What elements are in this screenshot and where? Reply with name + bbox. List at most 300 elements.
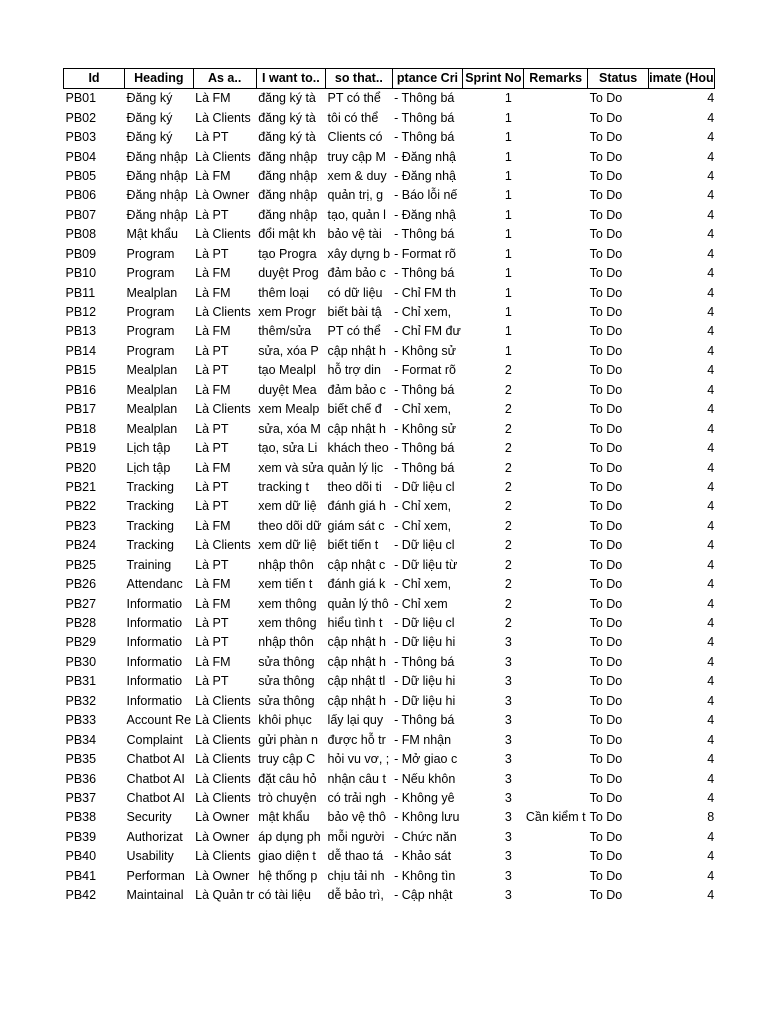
cell-remarks (524, 264, 588, 283)
cell-heading: Lịch tập (126, 441, 171, 456)
cell-remarks (524, 303, 588, 322)
cell-heading: Program (126, 266, 175, 281)
cell-status: To Do (589, 188, 623, 203)
cell-remarks (524, 225, 588, 244)
cell-id: PB32 (65, 693, 97, 708)
header-so-that: so that.. (326, 69, 393, 89)
cell-remarks (524, 167, 588, 186)
cell-remarks (524, 828, 588, 847)
cell-status: To Do (589, 810, 623, 825)
cell-id: PB31 (65, 674, 97, 689)
cell-so-that: khách theo (327, 441, 389, 456)
table-row (64, 769, 715, 788)
cell-acceptance-criteria: - Cập nhật (394, 888, 453, 903)
cell-heading: Authorizat (126, 829, 183, 844)
table-row (64, 206, 715, 225)
table-row (64, 789, 715, 808)
cell-remarks (524, 633, 588, 652)
header-acceptance-criteria: ptance Cri (392, 69, 463, 89)
cell-so-that: xây dựng b (327, 246, 391, 261)
table-row (64, 517, 715, 536)
cell-as-a: Là FM (195, 324, 231, 339)
cell-i-want-to: theo dõi dữ (258, 518, 322, 533)
cell-estimate: 4 (707, 596, 715, 611)
cell-id: PB41 (65, 868, 97, 883)
cell-id: PB38 (65, 810, 97, 825)
cell-i-want-to: xem thông (258, 596, 317, 611)
cell-remarks (524, 711, 588, 730)
cell-sprint-no: 1 (504, 324, 512, 339)
cell-id: PB24 (65, 538, 97, 553)
cell-i-want-to: thêm/sửa (258, 324, 312, 339)
cell-estimate: 4 (707, 635, 715, 650)
cell-acceptance-criteria: - Khảo sát (394, 849, 452, 864)
cell-as-a: Là Clients (195, 771, 251, 786)
cell-status: To Do (589, 460, 623, 475)
cell-estimate: 4 (707, 752, 715, 767)
cell-acceptance-criteria: - Thông bá (394, 713, 455, 728)
cell-sprint-no: 3 (504, 790, 512, 805)
cell-id: PB33 (65, 713, 97, 728)
cell-id: PB42 (65, 888, 97, 903)
cell-so-that: cập nhật c (327, 557, 386, 572)
cell-estimate: 4 (707, 479, 715, 494)
cell-acceptance-criteria: - Không yê (394, 790, 455, 805)
cell-i-want-to: tạo, sửa Li (258, 441, 318, 456)
cell-as-a: Là Clients (195, 402, 251, 417)
cell-remarks (524, 867, 588, 886)
cell-estimate: 4 (707, 91, 715, 106)
cell-remarks (524, 361, 588, 380)
cell-sprint-no: 2 (504, 460, 512, 475)
cell-status: To Do (589, 557, 623, 572)
cell-remarks (524, 886, 588, 905)
cell-so-that: bảo vệ thô (327, 810, 386, 825)
cell-id: PB08 (65, 227, 97, 242)
cell-as-a: Là Clients (195, 849, 251, 864)
cell-so-that: xem & duy (327, 168, 387, 183)
cell-estimate: 4 (707, 207, 715, 222)
cell-acceptance-criteria: - Không tìn (394, 868, 456, 883)
cell-so-that: đảm bảo c (327, 266, 386, 281)
cell-id: PB20 (65, 460, 97, 475)
cell-heading: Account Re (126, 713, 192, 728)
cell-acceptance-criteria: - Không sử (394, 421, 456, 436)
cell-i-want-to: hệ thống p (258, 868, 318, 883)
cell-status: To Do (589, 441, 623, 456)
cell-acceptance-criteria: - Dữ liệu từ (394, 557, 458, 572)
cell-so-that: có trải ngh (327, 790, 386, 805)
cell-estimate: 4 (707, 246, 715, 261)
cell-remarks (524, 186, 588, 205)
cell-id: PB18 (65, 421, 97, 436)
cell-as-a: Là FM (195, 382, 231, 397)
cell-remarks (524, 458, 588, 477)
table-row (64, 808, 715, 827)
cell-estimate: 4 (707, 382, 715, 397)
cell-status: To Do (589, 596, 623, 611)
cell-acceptance-criteria: - Thông bá (394, 227, 455, 242)
cell-so-that: truy cập M (327, 149, 386, 164)
cell-id: PB29 (65, 635, 97, 650)
cell-status: To Do (589, 888, 623, 903)
cell-id: PB30 (65, 654, 97, 669)
cell-as-a: Là Owner (195, 810, 250, 825)
header-remarks: Remarks (524, 69, 588, 89)
cell-sprint-no: 1 (504, 91, 512, 106)
cell-heading: Security (126, 810, 172, 825)
cell-acceptance-criteria: - Chỉ xem, (394, 499, 452, 514)
cell-estimate: 4 (707, 421, 715, 436)
cell-estimate: 4 (707, 285, 715, 300)
cell-remarks (524, 419, 588, 438)
table-row (64, 672, 715, 691)
cell-as-a: Là Owner (195, 868, 250, 883)
cell-heading: Đăng nhập (126, 168, 188, 183)
header-heading: Heading (125, 69, 194, 89)
cell-status: To Do (589, 285, 623, 300)
cell-estimate: 4 (707, 305, 715, 320)
cell-remarks (524, 653, 588, 672)
cell-heading: Informatio (126, 596, 183, 611)
cell-estimate: 4 (707, 460, 715, 475)
cell-status: To Do (589, 713, 623, 728)
cell-i-want-to: sửa thông (258, 674, 315, 689)
cell-i-want-to: đăng nhập (258, 168, 318, 183)
cell-i-want-to: xem Progr (258, 305, 316, 320)
cell-as-a: Là PT (195, 616, 229, 631)
cell-status: To Do (589, 732, 623, 747)
table-row (64, 361, 715, 380)
cell-as-a: Là PT (195, 130, 229, 145)
cell-heading: Complaint (126, 732, 183, 747)
cell-acceptance-criteria: - Chỉ FM th (394, 285, 456, 300)
cell-status: To Do (589, 305, 623, 320)
cell-status: To Do (589, 227, 623, 242)
cell-remarks (524, 692, 588, 711)
cell-status: To Do (589, 868, 623, 883)
table-row (64, 614, 715, 633)
cell-remarks (524, 730, 588, 749)
cell-remarks (524, 128, 588, 147)
cell-sprint-no: 3 (504, 849, 512, 864)
cell-so-that: hỏi vu vơ, ; (327, 752, 390, 767)
cell-as-a: Là PT (195, 343, 229, 358)
cell-as-a: Là Owner (195, 829, 250, 844)
cell-sprint-no: 1 (504, 343, 512, 358)
cell-estimate: 4 (707, 149, 715, 164)
cell-as-a: Là Clients (195, 538, 251, 553)
cell-remarks (524, 847, 588, 866)
cell-so-that: giám sát c (327, 518, 385, 533)
table-row (64, 419, 715, 438)
cell-as-a: Là FM (195, 518, 231, 533)
cell-acceptance-criteria: - Đăng nhậ (394, 207, 456, 222)
cell-sprint-no: 3 (504, 771, 512, 786)
cell-sprint-no: 3 (504, 654, 512, 669)
header-status: Status (588, 69, 649, 89)
cell-as-a: Là FM (195, 168, 231, 183)
cell-sprint-no: 2 (504, 402, 512, 417)
cell-heading: Đăng nhập (126, 149, 188, 164)
cell-sprint-no: 1 (504, 285, 512, 300)
cell-as-a: Là Clients (195, 752, 251, 767)
cell-so-that: PT có thể (327, 324, 381, 339)
cell-heading: Program (126, 305, 175, 320)
cell-so-that: có dữ liệu (327, 285, 383, 300)
cell-estimate: 4 (707, 324, 715, 339)
cell-status: To Do (589, 402, 623, 417)
header-estimate: imate (Hou (649, 69, 715, 89)
cell-status: To Do (589, 499, 623, 514)
cell-so-that: theo dõi ti (327, 479, 382, 494)
cell-heading: Training (126, 557, 172, 572)
cell-so-that: biết bài tậ (327, 305, 382, 320)
cell-id: PB02 (65, 110, 97, 125)
cell-id: PB11 (65, 285, 96, 300)
cell-sprint-no: 2 (504, 441, 512, 456)
cell-sprint-no: 1 (504, 110, 512, 125)
cell-remarks (524, 400, 588, 419)
table-row (64, 225, 715, 244)
cell-remarks (524, 614, 588, 633)
cell-estimate: 4 (707, 868, 715, 883)
cell-remarks (524, 206, 588, 225)
cell-so-that: chịu tải nh (327, 868, 385, 883)
cell-status: To Do (589, 207, 623, 222)
cell-i-want-to: đổi mật kh (258, 227, 316, 242)
cell-sprint-no: 1 (504, 207, 512, 222)
cell-heading: Program (126, 246, 175, 261)
table-row (64, 828, 715, 847)
cell-heading: Performan (126, 868, 185, 883)
cell-remarks (524, 439, 588, 458)
cell-estimate: 4 (707, 188, 715, 203)
table-row (64, 750, 715, 769)
cell-acceptance-criteria: - Format rõ (394, 363, 456, 378)
cell-id: PB22 (65, 499, 97, 514)
cell-status: To Do (589, 752, 623, 767)
cell-i-want-to: xem dữ liệ (258, 499, 317, 514)
cell-id: PB34 (65, 732, 97, 747)
cell-id: PB10 (65, 266, 97, 281)
cell-sprint-no: 1 (504, 130, 512, 145)
cell-as-a: Là Clients (195, 693, 251, 708)
cell-i-want-to: có tài liệu (258, 888, 312, 903)
table-row (64, 283, 715, 302)
cell-i-want-to: xem Mealp (258, 402, 320, 417)
table-row (64, 400, 715, 419)
cell-acceptance-criteria: - Nếu khôn (394, 771, 456, 786)
cell-i-want-to: đăng nhập (258, 188, 318, 203)
cell-status: To Do (589, 110, 623, 125)
cell-estimate: 4 (707, 732, 715, 747)
cell-acceptance-criteria: - Đăng nhậ (394, 168, 456, 183)
cell-status: To Do (589, 693, 623, 708)
cell-i-want-to: khôi phục (258, 713, 312, 728)
cell-sprint-no: 2 (504, 577, 512, 592)
cell-acceptance-criteria: - Format rõ (394, 246, 456, 261)
cell-so-that: cập nhật h (327, 635, 386, 650)
cell-as-a: Là FM (195, 654, 231, 669)
cell-so-that: tạo, quản l (327, 207, 386, 222)
cell-status: To Do (589, 654, 623, 669)
cell-acceptance-criteria: - Thông bá (394, 130, 455, 145)
cell-so-that: biết chế đ (327, 402, 382, 417)
cell-so-that: đảm bảo c (327, 382, 386, 397)
table-row (64, 575, 715, 594)
cell-i-want-to: tracking t (258, 479, 309, 494)
cell-i-want-to: thêm loại (258, 285, 309, 300)
cell-as-a: Là PT (195, 674, 229, 689)
cell-as-a: Là PT (195, 363, 229, 378)
cell-so-that: được hỗ tr (327, 732, 386, 747)
table-row (64, 245, 715, 264)
cell-status: To Do (589, 518, 623, 533)
cell-sprint-no: 3 (504, 713, 512, 728)
cell-heading: Usability (126, 849, 174, 864)
cell-remarks (524, 769, 588, 788)
cell-status: To Do (589, 343, 623, 358)
cell-as-a: Là Clients (195, 790, 251, 805)
cell-heading: Informatio (126, 674, 183, 689)
cell-as-a: Là PT (195, 635, 229, 650)
cell-heading: Informatio (126, 635, 183, 650)
cell-so-that: biết tiến t (327, 538, 379, 553)
cell-estimate: 4 (707, 674, 715, 689)
cell-so-that: cập nhật h (327, 654, 386, 669)
cell-i-want-to: tạo Progra (258, 246, 317, 261)
table-row (64, 847, 715, 866)
cell-so-that: đánh giá k (327, 577, 386, 592)
cell-estimate: 4 (707, 693, 715, 708)
cell-id: PB09 (65, 246, 97, 261)
cell-status: To Do (589, 91, 623, 106)
table-row (64, 556, 715, 575)
cell-estimate: 4 (707, 713, 715, 728)
cell-acceptance-criteria: - Chỉ xem, (394, 577, 452, 592)
cell-as-a: Là Quản tr (195, 888, 255, 903)
cell-so-that: mỗi người (327, 829, 385, 844)
cell-as-a: Là PT (195, 246, 229, 261)
table-row (64, 147, 715, 166)
table-row (64, 730, 715, 749)
cell-id: PB13 (65, 324, 97, 339)
cell-acceptance-criteria: - Thông bá (394, 654, 455, 669)
cell-i-want-to: duyệt Prog (258, 266, 319, 281)
cell-acceptance-criteria: - Thông bá (394, 91, 455, 106)
cell-remarks (524, 789, 588, 808)
cell-estimate: 4 (707, 790, 715, 805)
cell-heading: Đăng ký (126, 91, 173, 106)
cell-sprint-no: 3 (504, 635, 512, 650)
cell-sprint-no: 1 (504, 305, 512, 320)
cell-so-that: đánh giá h (327, 499, 386, 514)
cell-so-that: dễ thao tá (327, 849, 384, 864)
cell-heading: Đăng ký (126, 130, 173, 145)
table-row (64, 711, 715, 730)
cell-status: To Do (589, 635, 623, 650)
cell-sprint-no: 1 (504, 168, 512, 183)
cell-acceptance-criteria: - Dữ liệu cl (394, 616, 455, 631)
cell-sprint-no: 1 (504, 149, 512, 164)
table-row (64, 439, 715, 458)
cell-sprint-no: 3 (504, 693, 512, 708)
cell-sprint-no: 1 (504, 266, 512, 281)
table-row (64, 458, 715, 477)
cell-as-a: Là PT (195, 421, 229, 436)
cell-estimate: 4 (707, 538, 715, 553)
cell-i-want-to: truy cập C (258, 752, 316, 767)
cell-acceptance-criteria: - FM nhận (394, 732, 452, 747)
cell-id: PB23 (65, 518, 97, 533)
table-row (64, 108, 715, 127)
cell-heading: Tracking (126, 479, 174, 494)
cell-status: To Do (589, 616, 623, 631)
cell-acceptance-criteria: - Thông bá (394, 110, 455, 125)
table-row (64, 867, 715, 886)
cell-id: PB17 (65, 402, 97, 417)
table-row (64, 478, 715, 497)
cell-i-want-to: nhập thôn (258, 635, 314, 650)
cell-heading: Informatio (126, 616, 183, 631)
cell-remarks (524, 342, 588, 361)
cell-as-a: Là Clients (195, 227, 251, 242)
cell-sprint-no: 3 (504, 752, 512, 767)
cell-acceptance-criteria: - Dữ liệu hi (394, 635, 456, 650)
table-row (64, 167, 715, 186)
cell-so-that: cập nhật h (327, 421, 386, 436)
cell-so-that: quản lý thô (327, 596, 389, 611)
cell-heading: Mealplan (126, 402, 178, 417)
cell-so-that: Clients có (327, 130, 383, 145)
cell-acceptance-criteria: - Chỉ xem, (394, 305, 452, 320)
cell-heading: Chatbot AI (126, 752, 185, 767)
cell-heading: Đăng nhập (126, 207, 188, 222)
cell-sprint-no: 3 (504, 810, 512, 825)
cell-sprint-no: 2 (504, 538, 512, 553)
cell-status: To Do (589, 829, 623, 844)
cell-acceptance-criteria: - Báo lỗi nế (394, 188, 458, 203)
cell-status: To Do (589, 479, 623, 494)
table-row (64, 692, 715, 711)
cell-estimate: 4 (707, 402, 715, 417)
cell-heading: Informatio (126, 693, 183, 708)
cell-estimate: 4 (707, 616, 715, 631)
cell-sprint-no: 2 (504, 363, 512, 378)
cell-heading: Đăng nhập (126, 188, 188, 203)
cell-i-want-to: sửa, xóa M (258, 421, 321, 436)
cell-remarks (524, 478, 588, 497)
product-backlog-table (63, 68, 715, 905)
cell-remarks (524, 594, 588, 613)
cell-acceptance-criteria: - Thông bá (394, 266, 455, 281)
cell-acceptance-criteria: - Chỉ xem (394, 596, 448, 611)
cell-so-that: cập nhật tl (327, 674, 386, 689)
cell-estimate: 4 (707, 266, 715, 281)
cell-as-a: Là PT (195, 479, 229, 494)
cell-id: PB40 (65, 849, 97, 864)
table-row (64, 653, 715, 672)
table-row (64, 303, 715, 322)
cell-id: PB21 (65, 479, 97, 494)
cell-remarks (524, 381, 588, 400)
cell-acceptance-criteria: - Dữ liệu hi (394, 693, 456, 708)
cell-heading: Program (126, 343, 175, 358)
cell-so-that: bảo vệ tài (327, 227, 382, 242)
table-row (64, 381, 715, 400)
cell-so-that: lấy lại quy (327, 713, 384, 728)
